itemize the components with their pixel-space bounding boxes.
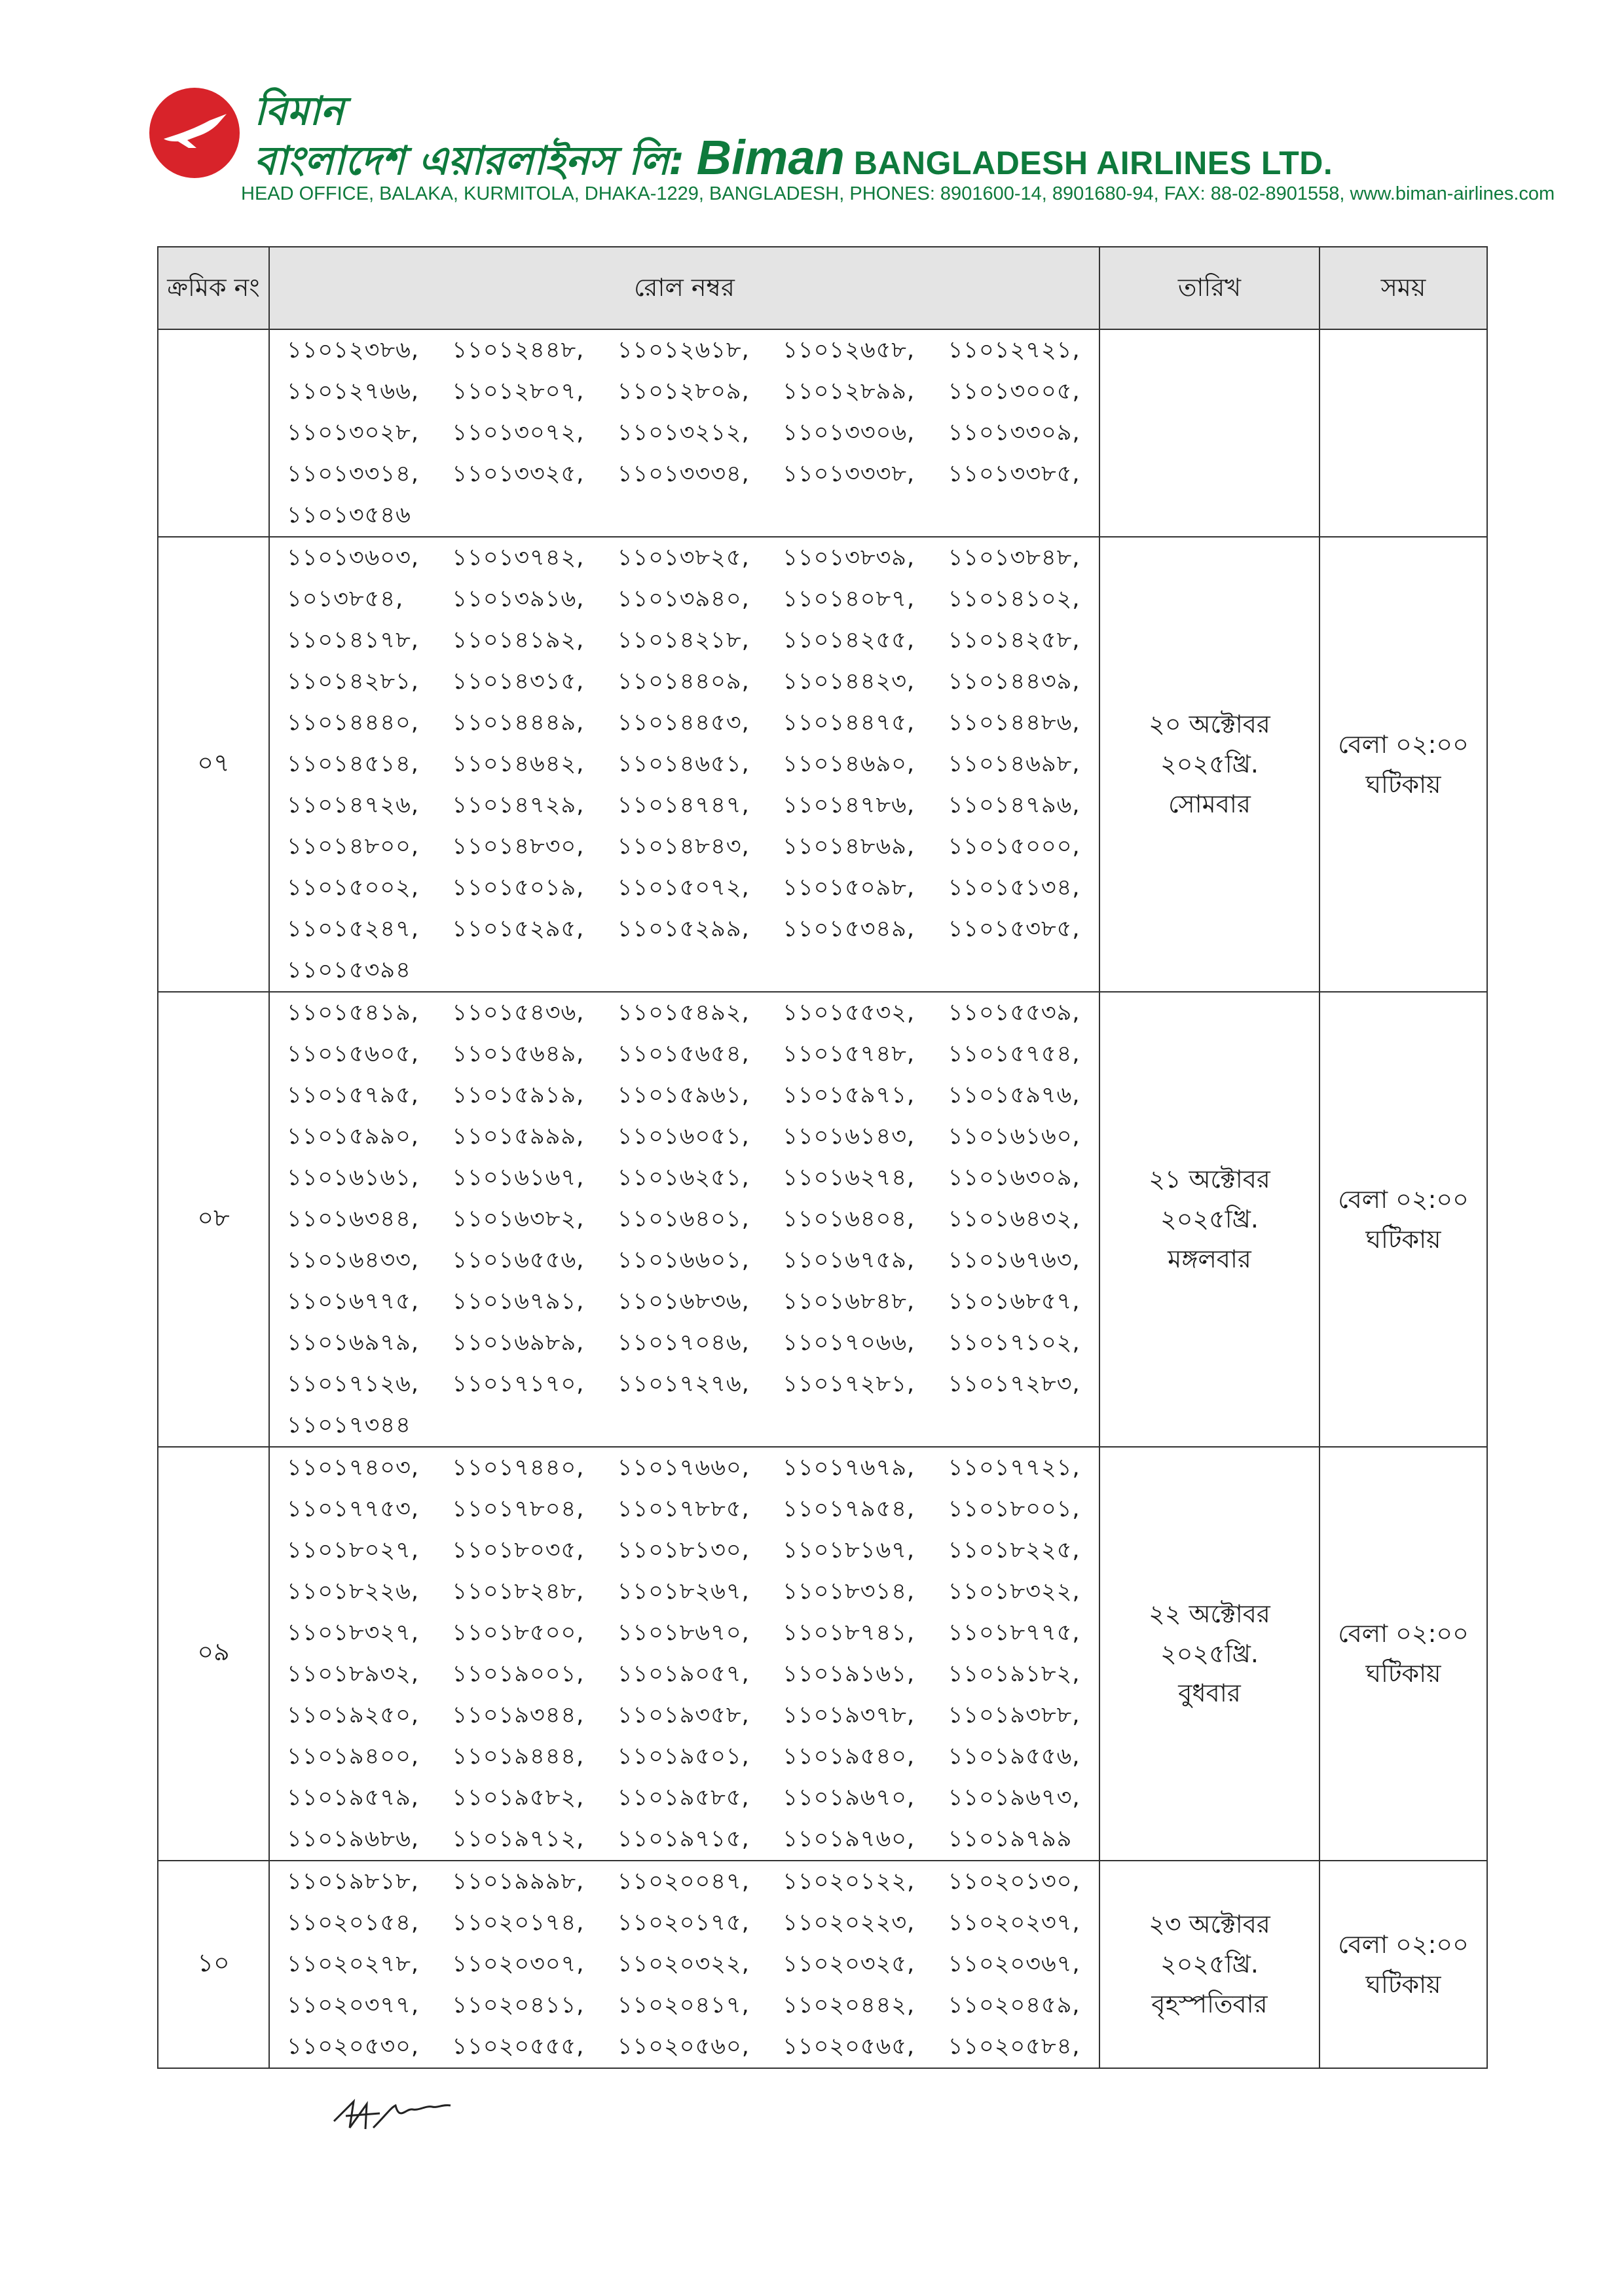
roll-number: ১১০১৬৩৪৪, <box>287 1206 419 1232</box>
roll-number: ১১০২০৫৮৪, <box>948 2033 1080 2060</box>
roll-number: ১১০১৯৩৪৪, <box>452 1702 585 1728</box>
roll-number: ১১০১৯১৬১, <box>783 1661 915 1687</box>
roll-number: ১০১৩৮৫৪, <box>287 586 404 612</box>
roll-header: রোল নম্বর <box>269 247 1099 329</box>
roll-number: ১১০১২৭৬৬, <box>287 378 420 405</box>
roll-number: ১১০১৮৩২২, <box>948 1578 1080 1605</box>
roll-number: ১১০১৬১৬১, <box>287 1165 419 1191</box>
roll-number: ১১০১৫০৭২, <box>617 875 750 901</box>
roll-number: ১১০১৯৬৭০, <box>783 1785 915 1811</box>
roll-number: ১১০১৯৮১৮, <box>287 1868 419 1895</box>
date-text: সোমবার <box>1168 789 1251 818</box>
roll-number: ১১০১৯৫৭৯, <box>287 1785 419 1811</box>
roll-number: ১১০১৬১৬৭, <box>452 1165 585 1191</box>
roll-number: ১১০১৮০২৭, <box>287 1537 419 1563</box>
roll-number: ১১০১৪৮৪৩, <box>617 833 750 860</box>
serial-cell <box>158 329 269 537</box>
time-text: ঘটিকায় <box>1365 1969 1441 1999</box>
roll-number: ১১০১৫৪৯২, <box>617 1000 750 1026</box>
roll-number-grid <box>272 993 1099 1446</box>
roll-number: ১১০১৪৬৪২, <box>452 751 585 777</box>
date-cell <box>1099 992 1320 1447</box>
roll-number: ১১০১২৬১৮, <box>617 337 750 363</box>
roll-number: ১১০১৫৬০৫, <box>287 1041 419 1067</box>
roll-number: ১১০১২৪৪৮, <box>452 337 585 363</box>
roll-number: ১১০১৮৩২৭, <box>287 1620 419 1646</box>
roll-number: ১১০২০১৭৪, <box>452 1910 585 1936</box>
roll-number: ১১০২০৩২৫, <box>783 1951 915 1977</box>
roll-number: ১১০১৪৪৫৩, <box>617 710 750 736</box>
roll-number: ১১০১৩২১২, <box>617 420 750 446</box>
biman-logo-icon <box>149 88 240 178</box>
serial-cell: ০৭ <box>158 537 269 992</box>
roll-number: ১১০১৬৭৬৩, <box>948 1247 1080 1273</box>
brand-bangla-line2: বাংলাদেশ এয়ারলাইনস লি: <box>254 138 685 184</box>
roll-number: ১১০১৭৪০৩, <box>287 1455 419 1481</box>
serial-cell: ১০ <box>158 1861 269 2068</box>
time-text: ঘটিকায় <box>1365 769 1441 799</box>
date-header: তারিখ <box>1099 247 1320 329</box>
roll-number: ১১০১৩৮৪৮, <box>948 545 1080 571</box>
time-text: বেলা ০২:০০ <box>1338 729 1469 759</box>
roll-number: ১১০২০৪৪২, <box>783 1992 915 2018</box>
roll-number: ১১০১৮৭৪১, <box>783 1620 915 1646</box>
roll-number: ১১০১৪৮০০, <box>287 833 419 860</box>
serial-cell: ০৮ <box>158 992 269 1447</box>
roll-number: ১১০১২৩৮৬, <box>287 337 419 363</box>
roll-number: ১১০২০৪১১, <box>452 1992 585 2018</box>
roll-number: ১১০১৯৬৭৩, <box>948 1785 1080 1811</box>
roll-number: ১১০১৫৪১৯, <box>287 1000 419 1026</box>
roll-number: ১১০১৫৫৩৯, <box>948 1000 1080 1026</box>
roll-number: ১১০১৪৮৩০, <box>452 833 585 860</box>
table-row <box>158 1447 1487 1861</box>
date-text: ২২ অক্টোবর <box>1149 1599 1270 1628</box>
roll-number: ১১০১৩৮২৫, <box>617 545 750 571</box>
roll-number: ১১০১৭৬৬০, <box>617 1455 750 1481</box>
roll-number: ১১০১৪৭৪৭, <box>617 792 750 818</box>
roll-number: ১১০১৬৯৭৯, <box>287 1330 419 1356</box>
date-cell <box>1099 537 1320 992</box>
roll-number: ১১০১৮০৩৫, <box>452 1537 585 1563</box>
head-office-address: HEAD OFFICE, BALAKA, KURMITOLA, DHAKA-1229, BANGLADESH, PHONES: 8901600-14, 8901680-94, FAX: 88-02-8901558, www.biman-airlines.com <box>241 183 1555 204</box>
roll-number: ১১০১৮২৬৭, <box>617 1578 750 1605</box>
roll-number: ১১০১৮১৬৭, <box>783 1537 915 1563</box>
table-row <box>158 1861 1487 2068</box>
roll-number: ১১০১৪২৮১, <box>287 668 419 695</box>
roll-number: ১১০১৭১৭০, <box>452 1371 585 1397</box>
roll-number: ১১০১৮২২৬, <box>287 1578 419 1605</box>
roll-number: ১১০২০৪৫৯, <box>948 1992 1080 2018</box>
roll-number-grid <box>272 1861 1099 2068</box>
roll-number: ১১০১৫৯৭১, <box>783 1082 915 1108</box>
roll-number: ১১০১৪০৮৭, <box>783 586 915 612</box>
date-cell <box>1099 1861 1320 2068</box>
roll-number: ১১০১৩৩০৬, <box>783 420 915 446</box>
roll-number: ১১০১৯৩৮৮, <box>948 1702 1080 1728</box>
roll-number: ১১০১৩৯১৬, <box>452 586 585 612</box>
roll-number: ১১০১৩৭৪২, <box>452 545 585 571</box>
roll-number: ১১০১৩৯৪০, <box>617 586 750 612</box>
roll-number: ১১০১২৮৯৯, <box>783 378 915 405</box>
roll-number: ১১০১৩০২৮, <box>287 420 419 446</box>
roll-number: ১১০১৬৪৩৩, <box>287 1247 419 1273</box>
roll-number: ১১০১৭০৬৬, <box>783 1330 915 1356</box>
roll-number: ১১০২০৩৬৭, <box>948 1951 1080 1977</box>
roll-number: ১১০১৪৪৩৯, <box>948 668 1080 695</box>
date-text: ২০ অক্টোবর <box>1149 710 1270 739</box>
roll-number: ১১০১২৭২১, <box>948 337 1080 363</box>
roll-number: ১১০২০১৭৫, <box>617 1910 750 1936</box>
roll-number: ১১০১২৬৫৮, <box>783 337 915 363</box>
roll-number: ১১০২০২৩৭, <box>948 1910 1080 1936</box>
roll-number: ১১০১৬৩৮২, <box>452 1206 585 1232</box>
roll-number: ১১০১৫০০২, <box>287 875 419 901</box>
roll-number: ১১০১৭২৮১, <box>783 1371 915 1397</box>
roll-number: ১১০১৫৯৭৬, <box>948 1082 1080 1108</box>
roll-number: ১১০১৩৩৩৪, <box>617 461 750 487</box>
roll-number: ১১০২০৩০৭, <box>452 1951 585 1977</box>
roll-number: ১১০১৩০৭২, <box>452 420 585 446</box>
roll-number: ১১০১৩০০৫, <box>948 378 1080 405</box>
roll-number: ১১০১৪৭২৯, <box>452 792 585 818</box>
roll-number: ১১০১৯৫৫৬, <box>948 1743 1080 1770</box>
schedule-table <box>157 246 1488 2069</box>
roll-number: ১১০১৪৬৯০, <box>783 751 915 777</box>
roll-number: ১১০১৫৪৩৬, <box>452 1000 585 1026</box>
roll-number: ১১০১৩৫৪৬ <box>287 502 411 528</box>
roll-number: ১১০১৮৫০০, <box>452 1620 585 1646</box>
time-text: বেলা ০২:০০ <box>1338 1184 1469 1214</box>
roll-number: ১১০২০২৭৮, <box>287 1951 420 1977</box>
roll-number: ১১০১৯৭১৫, <box>617 1826 750 1852</box>
roll-number: ১১০১৮৭৭৫, <box>948 1620 1080 1646</box>
roll-number: ১১০১৫৩৮৫, <box>948 916 1080 942</box>
roll-number: ১১০১৫০১৯, <box>452 875 585 901</box>
roll-number: ১১০১৫২৯৯, <box>617 916 750 942</box>
roll-number: ১১০১৯৬৮৬, <box>287 1826 419 1852</box>
roll-number: ১১০১৭১২৬, <box>287 1371 419 1397</box>
roll-number: ১১০১৬৯৮৯, <box>452 1330 585 1356</box>
roll-number: ১১০২০৫৩০, <box>287 2033 420 2060</box>
roll-number: ১১০১৮১৩০, <box>617 1537 750 1563</box>
roll-number: ১১০১৭৪৪০, <box>452 1455 585 1481</box>
roll-number: ১১০১৬৭৯১, <box>452 1288 585 1315</box>
roll-number: ১১০১৯৩৭৮, <box>783 1702 915 1728</box>
roll-number: ১১০২০১৩০, <box>948 1868 1080 1895</box>
roll-number: ১১০১৭৭৫৩, <box>287 1496 419 1522</box>
roll-number: ১১০১৬৮৪৮, <box>783 1288 915 1315</box>
roll-number: ১১০২০৩২২, <box>617 1951 750 1977</box>
roll-number: ১১০১৪৩১৫, <box>452 668 585 695</box>
roll-number-grid <box>272 538 1099 991</box>
roll-number: ১১০১৯০৫৭, <box>617 1661 750 1687</box>
time-text: বেলা ০২:০০ <box>1338 1619 1469 1649</box>
roll-number: ১১০১৫৩৪৯, <box>783 916 915 942</box>
roll-number: ১১০১৯৭৯৯ <box>948 1826 1073 1852</box>
roll-number: ১১০১৪৪৭৫, <box>783 710 915 736</box>
roll-number: ১১০১৫৫৩২, <box>783 1000 915 1026</box>
time-cell <box>1320 1861 1487 2068</box>
roll-number: ১১০১৫২৪৭, <box>287 916 419 942</box>
roll-number: ১১০১৩৩১৪, <box>287 461 419 487</box>
roll-number: ১১০১২৮০৯, <box>617 378 750 405</box>
roll-number: ১১০১৬৩০৯, <box>948 1165 1080 1191</box>
roll-number: ১১০১৮৯৩২, <box>287 1661 419 1687</box>
roll-number: ১১০১৬৬০১, <box>617 1247 750 1273</box>
roll-number: ১১০১৪৪৮৬, <box>948 710 1080 736</box>
roll-number: ১১০১৯৪৪৪, <box>452 1743 585 1770</box>
roll-number: ১১০১৯৪০০, <box>287 1743 419 1770</box>
roll-number: ১১০১৭০৪৬, <box>617 1330 750 1356</box>
table-header-row <box>158 247 1487 329</box>
roll-number: ১১০১৭২৭৬, <box>617 1371 750 1397</box>
roll-number: ১১০১৫৩৯৪ <box>287 957 411 983</box>
roll-number: ১১০১৬৭৫৯, <box>783 1247 915 1273</box>
roll-number: ১১০১৪৫১৪, <box>287 751 419 777</box>
roll-number: ১১০১৭৯৫৪, <box>783 1496 915 1522</box>
roll-number: ১১০১৫০০০, <box>948 833 1080 860</box>
date-text: ২০২৫খ্রি. <box>1160 1639 1259 1668</box>
roll-number: ১১০১৫৭৪৮, <box>783 1041 915 1067</box>
roll-number: ১১০১৪৭২৬, <box>287 792 419 818</box>
roll-number: ১১০১৬৪০৪, <box>783 1206 915 1232</box>
roll-number: ১১০১৬৪৩২, <box>948 1206 1080 1232</box>
roll-number: ১১০১৯২৫০, <box>287 1702 419 1728</box>
roll-number: ১১০২০০৪৭, <box>617 1868 750 1895</box>
roll-number: ১১০১৬৫৫৬, <box>452 1247 585 1273</box>
brand-english-name: Biman <box>696 130 845 185</box>
roll-number: ১১০১৪১৭৮, <box>287 627 419 653</box>
roll-number: ১১০১৩৩৮৫, <box>948 461 1080 487</box>
date-cell <box>1099 1447 1320 1861</box>
date-text: ২১ অক্টোবর <box>1149 1165 1270 1194</box>
roll-number: ১১০১৪২১৮, <box>617 627 750 653</box>
roll-number-grid <box>272 330 1099 536</box>
roll-number: ১১০১৬০৫১, <box>617 1123 750 1150</box>
roll-number: ১১০১৯৭৬০, <box>783 1826 915 1852</box>
roll-number: ১১০১৫৬৫৪, <box>617 1041 750 1067</box>
date-text: ২৩ অক্টোবর <box>1149 1910 1270 1939</box>
roll-numbers-cell <box>269 992 1099 1447</box>
roll-number: ১১০১৯৯৯৮, <box>452 1868 585 1895</box>
roll-number: ১১০১৭৮০৪, <box>452 1496 585 1522</box>
roll-number: ১১০১৪৪২৩, <box>783 668 915 695</box>
roll-number: ১১০১৫৭৯৫, <box>287 1082 419 1108</box>
roll-number: ১১০১৯৫৮৫, <box>617 1785 750 1811</box>
roll-number: ১১০১৫৬৪৯, <box>452 1041 585 1067</box>
roll-number: ১১০২০১৫৪, <box>287 1910 419 1936</box>
roll-number: ১১০১৩৩২৫, <box>452 461 585 487</box>
roll-number: ১১০১৫৯১৯, <box>452 1082 585 1108</box>
date-text: ২০২৫খ্রি. <box>1160 1950 1259 1979</box>
roll-number: ১১০১৬১৬০, <box>948 1123 1080 1150</box>
roll-number: ১১০১৭৭২১, <box>948 1455 1080 1481</box>
time-cell <box>1320 537 1487 992</box>
roll-number: ১১০১৫০৯৮, <box>783 875 915 901</box>
roll-number: ১১০১৩৬০৩, <box>287 545 420 571</box>
roll-number: ১১০১৫৭৫৪, <box>948 1041 1080 1067</box>
roll-number: ১১০১৪২৫৮, <box>948 627 1080 653</box>
roll-number: ১১০১৮২২৫, <box>948 1537 1080 1563</box>
roll-number: ১১০১৭৮৮৫, <box>617 1496 750 1522</box>
roll-number: ১১০১৬২৭৪, <box>783 1165 915 1191</box>
roll-number: ১১০১৬৪০১, <box>617 1206 750 1232</box>
roll-number: ১১০১৬৮৩৬, <box>617 1288 750 1315</box>
roll-numbers-cell <box>269 1861 1099 2068</box>
roll-number: ১১০১৪৭৯৬, <box>948 792 1080 818</box>
date-text: ২০২৫খ্রি. <box>1160 1205 1259 1234</box>
roll-numbers-cell <box>269 329 1099 537</box>
roll-number: ১১০১৮৩১৪, <box>783 1578 915 1605</box>
roll-number: ১১০১৮২৪৮, <box>452 1578 585 1605</box>
roll-number: ১১০১৮৬৭০, <box>617 1620 750 1646</box>
roll-numbers-cell <box>269 537 1099 992</box>
roll-number: ১১০১৪৮৬৯, <box>783 833 915 860</box>
letterhead <box>149 85 1555 216</box>
roll-number: ১১০১২৮০৭, <box>452 378 585 405</box>
roll-number: ১১০২০১২২, <box>783 1868 915 1895</box>
roll-number: ১১০১৪৬৫১, <box>617 751 750 777</box>
roll-number: ১১০১৭২৮৩, <box>948 1371 1080 1397</box>
roll-number: ১১০১৯৭১২, <box>452 1826 585 1852</box>
roll-number: ১১০২০৫৫৫, <box>452 2033 585 2060</box>
time-header: সময় <box>1320 247 1487 329</box>
schedule-body <box>158 329 1487 2068</box>
brand-bangla-line1: বিমান <box>254 88 344 134</box>
roll-number: ১১০১৯৫০১, <box>617 1743 750 1770</box>
roll-number: ১১০১৪৪৪৯, <box>452 710 585 736</box>
roll-number: ১১০১৪৪৪০, <box>287 710 419 736</box>
roll-numbers-cell <box>269 1447 1099 1861</box>
roll-number: ১১০১৩৮৩৯, <box>783 545 915 571</box>
date-cell <box>1099 329 1320 537</box>
roll-number: ১১০২০৫৬০, <box>617 2033 750 2060</box>
time-cell <box>1320 1447 1487 1861</box>
roll-number: ১১০১৬২৫১, <box>617 1165 750 1191</box>
date-text: মঙ্গলবার <box>1168 1244 1251 1273</box>
date-text: বুধবার <box>1178 1679 1241 1708</box>
roll-number: ১১০১৫১৩৪, <box>948 875 1080 901</box>
table-row <box>158 992 1487 1447</box>
time-text: বেলা ০২:০০ <box>1338 1929 1469 1959</box>
roll-number: ১১০২০২২৩, <box>783 1910 915 1936</box>
roll-number: ১১০১৬৮৫৭, <box>948 1288 1080 1315</box>
roll-number: ১১০১৬৭৭৫, <box>287 1288 419 1315</box>
roll-number: ১১০১৯৫৮২, <box>452 1785 585 1811</box>
roll-number: ১১০১৩৩৩৮, <box>783 461 915 487</box>
roll-number: ১১০১৪৬৯৮, <box>948 751 1080 777</box>
time-text: ঘটিকায় <box>1365 1659 1441 1688</box>
roll-number: ১১০২০৩৭৭, <box>287 1992 420 2018</box>
roll-number: ১১০২০৪১৭, <box>617 1992 750 2018</box>
time-cell <box>1320 329 1487 537</box>
serial-cell: ০৯ <box>158 1447 269 1861</box>
roll-number: ১১০১৪৭৮৬, <box>783 792 915 818</box>
roll-number: ১১০১৯০০১, <box>452 1661 585 1687</box>
roll-number: ১১০১৯৩৫৮, <box>617 1702 750 1728</box>
roll-number: ১১০১৯৫৪০, <box>783 1743 915 1770</box>
roll-number: ১১০১৪২৫৫, <box>783 627 915 653</box>
roll-number-grid <box>272 1448 1099 1860</box>
roll-number: ১১০১৪১৯২, <box>452 627 585 653</box>
time-text: ঘটিকায় <box>1365 1224 1441 1254</box>
time-cell <box>1320 992 1487 1447</box>
signature <box>327 2082 498 2143</box>
roll-number: ১১০১৬১৪৩, <box>783 1123 915 1150</box>
serial-header: ক্রমিক নং <box>158 247 269 329</box>
date-text: বৃহস্পতিবার <box>1151 1989 1268 2018</box>
roll-number: ১১০১৫৯৯৯, <box>452 1123 585 1150</box>
roll-number: ১১০১৭১০২, <box>948 1330 1080 1356</box>
roll-number: ১১০১৭৬৭৯, <box>783 1455 915 1481</box>
roll-number: ১১০১৯১৮২, <box>948 1661 1080 1687</box>
table-row <box>158 329 1487 537</box>
roll-number: ১১০১৫৯৯০, <box>287 1123 419 1150</box>
roll-number: ১১০১৭৩৪৪ <box>287 1412 411 1438</box>
date-text: ২০২৫খ্রি. <box>1160 750 1259 779</box>
roll-number: ১১০১৪১০২, <box>948 586 1080 612</box>
table-row <box>158 537 1487 992</box>
roll-number: ১১০১৫২৯৫, <box>452 916 585 942</box>
roll-number: ১১০২০৫৬৫, <box>783 2033 915 2060</box>
brand-english-suffix: BANGLADESH AIRLINES LTD. <box>853 145 1333 181</box>
roll-number: ১১০১৫৯৬১, <box>617 1082 750 1108</box>
roll-number: ১১০১৩৩০৯, <box>948 420 1080 446</box>
roll-number: ১১০১৮০০১, <box>948 1496 1080 1522</box>
roll-number: ১১০১৪৪০৯, <box>617 668 750 695</box>
